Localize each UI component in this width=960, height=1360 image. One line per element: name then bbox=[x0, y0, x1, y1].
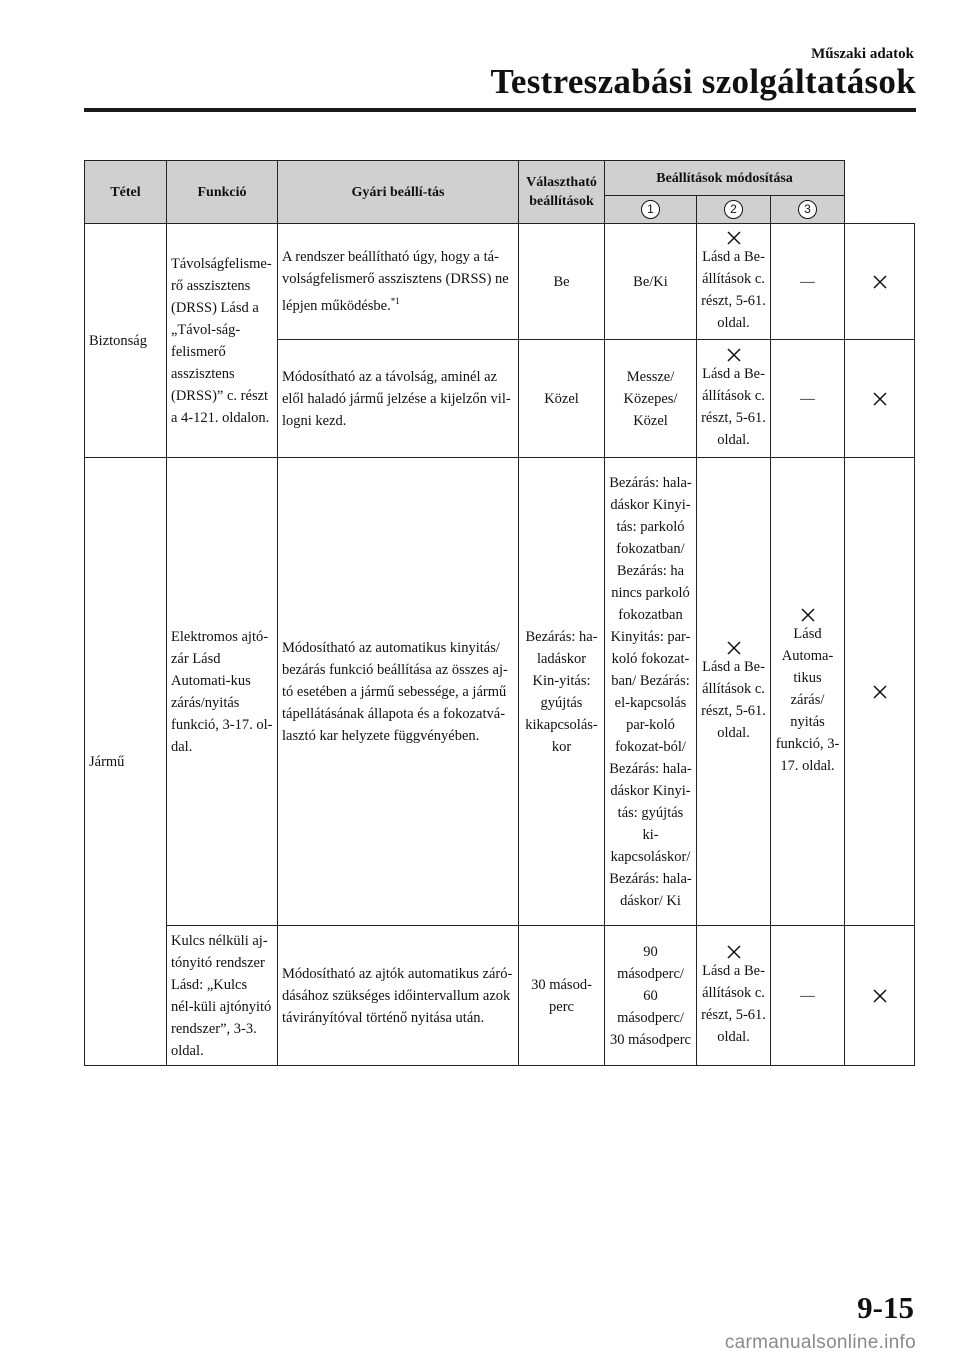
method-2-cell bbox=[771, 458, 845, 926]
header-modositasa: Beállítások módosítása bbox=[605, 161, 845, 196]
category-jarmu: Jármű bbox=[85, 458, 167, 1066]
cross-mark-icon bbox=[872, 988, 888, 1004]
cross-mark-icon bbox=[726, 347, 742, 363]
table-row bbox=[85, 926, 915, 1066]
method-1-text: Lásd a Be-állítások c. részt, 5-61. oldal. bbox=[701, 962, 766, 1045]
circled-number-2-icon: 2 bbox=[724, 200, 743, 219]
method-1-text: Lásd a Be-állítások c. részt, 5-61. oldal. bbox=[701, 248, 766, 331]
header-rule bbox=[84, 108, 916, 112]
item-cell: Távolságfelisme-rő asszisztens (DRSS) Lásd a „Távol-ság-felismerő asszisztens (DRSS)” c. részt a 4-121. oldalon. bbox=[167, 224, 278, 458]
method-1-cell bbox=[697, 926, 771, 1066]
header-col-1 bbox=[605, 196, 697, 224]
circled-number-3-icon: 3 bbox=[798, 200, 817, 219]
method-2-cell bbox=[771, 224, 845, 340]
header-col-2 bbox=[697, 196, 771, 224]
cross-mark-icon bbox=[726, 640, 742, 656]
dash-mark: — bbox=[800, 390, 815, 407]
table-row bbox=[85, 458, 915, 926]
customization-table bbox=[84, 160, 915, 1066]
header-valaszthato: Választható beállítások bbox=[519, 161, 605, 224]
watermark: carmanualsonline.info bbox=[724, 1332, 916, 1353]
item-cell: Elektromos ajtó-zár Lásd Automati-kus zárás/nyitás funkció, 3-17. ol-dal. bbox=[167, 458, 278, 926]
dash-mark: — bbox=[800, 273, 815, 290]
options-cell: Messze/ Közepes/ Közel bbox=[605, 340, 697, 458]
function-text: A rendszer beállítható úgy, hogy a tá-volságfelismerő asszisztens (DRSS) ne lépjen működésbe. bbox=[282, 249, 509, 314]
page-title: Testreszabási szolgáltatások bbox=[490, 62, 916, 101]
function-cell bbox=[278, 224, 519, 340]
method-3-cell bbox=[845, 926, 915, 1066]
page-number: 9-15 bbox=[857, 1290, 914, 1325]
default-cell: Bezárás: ha-ladáskor Kin-yitás: gyújtás kikapcsolás-kor bbox=[519, 458, 605, 926]
method-1-cell bbox=[697, 340, 771, 458]
options-cell: 90 másodperc/ 60 másodperc/ 30 másodperc bbox=[605, 926, 697, 1066]
section-name: Műszaki adatok bbox=[811, 46, 914, 62]
method-2-cell bbox=[771, 926, 845, 1066]
cross-mark-icon bbox=[872, 391, 888, 407]
method-3-cell bbox=[845, 224, 915, 340]
options-cell: Be/Ki bbox=[605, 224, 697, 340]
cross-mark-icon bbox=[726, 944, 742, 960]
cross-mark-icon bbox=[872, 684, 888, 700]
method-2-text: Lásd Automa-tikus zárás/ nyitás funkció, 3-17. oldal. bbox=[775, 625, 840, 774]
item-cell: Kulcs nélküli aj-tónyitó rendszer Lásd: „Kulcs nél-küli ajtónyitó rendszer”, 3-3. oldal. bbox=[167, 926, 278, 1066]
method-3-cell bbox=[845, 340, 915, 458]
method-1-text: Lásd a Be-állítások c. részt, 5-61. oldal. bbox=[701, 365, 766, 448]
options-cell: Bezárás: hala-dáskor Kinyi-tás: parkoló fokozatban/ Bezárás: ha nincs parkoló fokozatban Kinyitás: par-koló fokozat-ban/ Bezárás: el-kapcsolás par-koló fokozat-ból/ Bezárás: hala-dáskor Kinyi-tás: gyújtás ki-kapcsoláskor/ Bezárás: hala-dáskor/ Ki bbox=[605, 458, 697, 926]
circled-number-1-icon: 1 bbox=[641, 200, 660, 219]
header-funkcio: Funkció bbox=[167, 161, 278, 224]
default-cell: Be bbox=[519, 224, 605, 340]
footnote-ref: *1 bbox=[390, 296, 400, 307]
header-gyari: Gyári beállí-tás bbox=[278, 161, 519, 224]
cross-mark-icon bbox=[872, 274, 888, 290]
cross-mark-icon bbox=[726, 230, 742, 246]
default-cell: 30 másod-perc bbox=[519, 926, 605, 1066]
method-1-text: Lásd a Be-állítások c. részt, 5-61. oldal. bbox=[701, 658, 766, 741]
function-cell: Módosítható az ajtók automatikus záró-dásához szükséges időintervallum azok távirányítóval történő nyitása után. bbox=[278, 926, 519, 1066]
method-1-cell bbox=[697, 224, 771, 340]
header-tetel: Tétel bbox=[85, 161, 167, 224]
table-row bbox=[85, 224, 915, 340]
method-3-cell bbox=[845, 458, 915, 926]
cross-mark-icon bbox=[800, 607, 816, 623]
header-col-3 bbox=[771, 196, 845, 224]
method-2-cell bbox=[771, 340, 845, 458]
function-cell: Módosítható az a távolság, aminél az elől haladó jármű jelzése a kijelzőn vil-logni kezd. bbox=[278, 340, 519, 458]
method-1-cell bbox=[697, 458, 771, 926]
category-biztonsag: Biztonság bbox=[85, 224, 167, 458]
dash-mark: — bbox=[800, 987, 815, 1004]
function-cell: Módosítható az automatikus kinyitás/ bezárás funkció beállítása az összes aj-tó esetében a jármű sebessége, a jármű tápellátásának állapota és a fokozatvá-lasztó kar helyzete függvényében. bbox=[278, 458, 519, 926]
default-cell: Közel bbox=[519, 340, 605, 458]
